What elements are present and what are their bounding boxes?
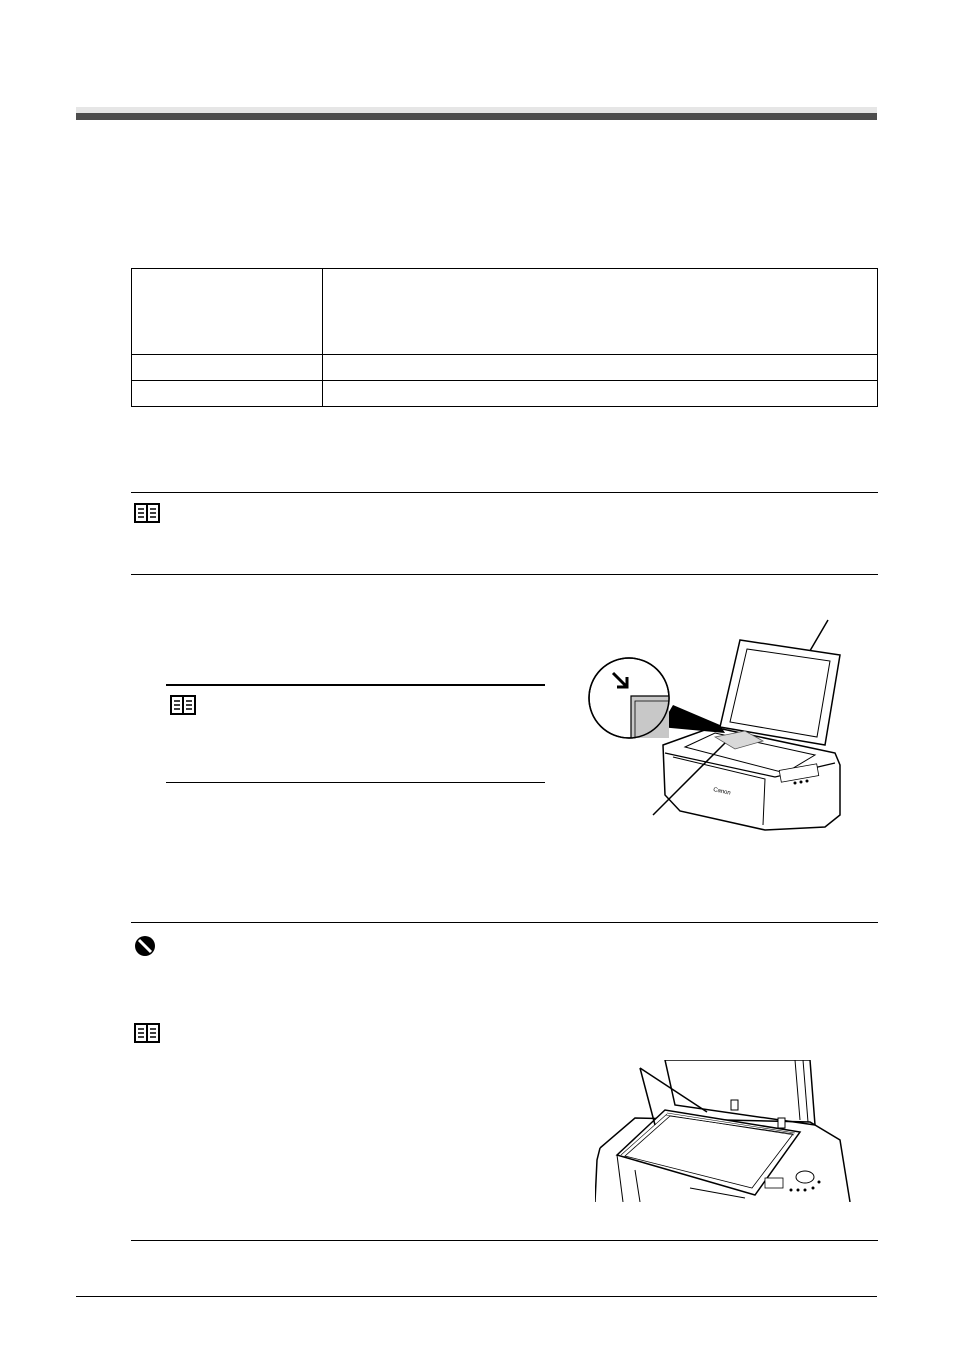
table-row (132, 381, 878, 407)
note-book-icon (134, 503, 160, 523)
header-bar (76, 113, 877, 120)
table-row (132, 355, 878, 381)
table-row (132, 269, 878, 355)
platen-glass-illustration (595, 1060, 855, 1202)
footer-rule (76, 1296, 877, 1297)
printer-loading-illustration (585, 615, 850, 840)
caution-top-rule (131, 922, 878, 923)
table-cell-label (132, 269, 323, 355)
note-book-icon (134, 1023, 160, 1043)
note-bottom-rule (166, 782, 545, 783)
table-cell-value (323, 269, 878, 355)
note-top-rule (166, 684, 545, 686)
note-bottom-rule (131, 574, 878, 575)
table-cell-value (323, 355, 878, 381)
table-cell-label (132, 381, 323, 407)
caution-bottom-rule (131, 1240, 878, 1241)
spec-table (131, 268, 878, 407)
table-cell-label (132, 355, 323, 381)
table-cell-value (323, 381, 878, 407)
caution-prohibition-icon (134, 935, 156, 957)
note-book-icon (170, 695, 196, 715)
brand-mark: Canon (712, 787, 732, 797)
note-top-rule (131, 492, 878, 493)
